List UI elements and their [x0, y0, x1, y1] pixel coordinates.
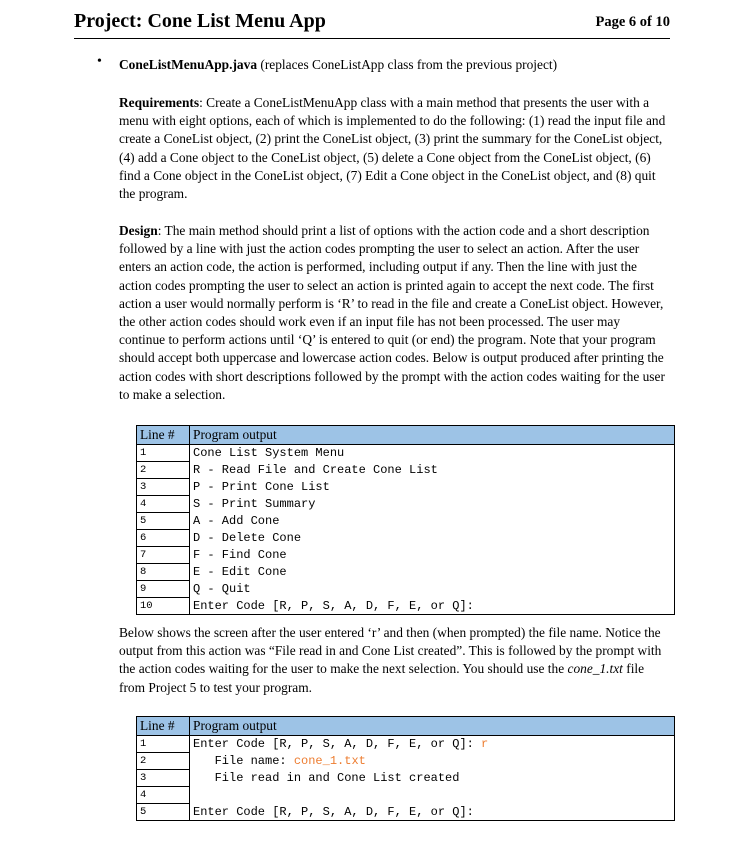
col-output-header: Program output — [190, 426, 675, 445]
page-header — [74, 8, 670, 39]
filename: ConeListMenuApp.java — [119, 57, 258, 72]
output-text: R - Read File and Create Cone List — [193, 463, 438, 477]
user-input: r — [481, 737, 489, 752]
requirements-text: : Create a ConeListMenuApp class with a main method that presents the user with a menu with eight options, each of which is implemented to do the following: (1) read the input file and create a ConeList object, (2) print the ConeList object, (3) print the summary for the ConeList object, (4) add a Cone object to the ConeList object, (5) delete a Cone object from the ConeList object, (6) find a Cone object in the ConeList object, (7) Edit a Cone object in the ConeList object, and (8) quit the program. — [119, 95, 666, 202]
output-line — [190, 770, 675, 787]
output-text: Enter Code [R, P, S, A, D, F, E, or Q]: — [193, 598, 474, 613]
line-number: 1 — [137, 736, 190, 753]
output-text: Q - Quit — [193, 582, 251, 596]
col-line-header: Line # — [137, 717, 190, 736]
bullet-heading — [119, 56, 557, 74]
table-row — [137, 530, 675, 547]
table-row — [137, 804, 675, 821]
page-number: Page 6 of 10 — [595, 14, 670, 30]
output-line — [190, 753, 675, 770]
user-input: cone_1.txt — [293, 754, 366, 768]
output-line — [190, 547, 675, 564]
line-number: 2 — [137, 753, 190, 770]
line-number: 9 — [137, 581, 190, 598]
line-number: 2 — [137, 462, 190, 479]
table-row — [137, 564, 675, 581]
table-row — [137, 753, 675, 770]
output-text: S - Print Summary — [193, 497, 316, 511]
file-read-output-table — [136, 716, 675, 821]
output-text: F - Find Cone — [193, 548, 287, 562]
table-row — [137, 513, 675, 530]
table-row — [137, 787, 675, 804]
line-number: 8 — [137, 564, 190, 581]
output-line — [190, 479, 675, 496]
below-text-2: file from Project 5 to test your program. — [119, 661, 645, 695]
filename-note: (replaces ConeListApp class from the previous project) — [257, 57, 558, 72]
bullet-item — [97, 54, 102, 70]
output-text: P - Print Cone List — [193, 480, 330, 494]
table-row — [137, 445, 675, 462]
line-number: 5 — [137, 804, 190, 821]
line-number: 10 — [137, 598, 190, 615]
output-text: Enter Code [R, P, S, A, D, F, E, or Q]: — [193, 804, 474, 819]
output-line — [190, 530, 675, 547]
output-text: File name: — [193, 754, 294, 768]
output-text: File read in and Cone List created — [193, 771, 460, 785]
design-paragraph — [119, 222, 667, 404]
output-line — [190, 736, 675, 753]
output-line — [190, 513, 675, 530]
table-row — [137, 462, 675, 479]
output-line — [190, 787, 675, 804]
table-row — [137, 736, 675, 753]
line-number: 6 — [137, 530, 190, 547]
output-line — [190, 564, 675, 581]
table-row — [137, 598, 675, 615]
output-text: A - Add Cone — [193, 514, 280, 528]
line-number: 7 — [137, 547, 190, 564]
table-row — [137, 479, 675, 496]
line-number: 5 — [137, 513, 190, 530]
line-number: 3 — [137, 770, 190, 787]
output-text: E - Edit Cone — [193, 565, 287, 579]
design-text: : The main method should print a list of options with the action code and a short description followed by a line with just the action codes prompting the user to select an action. After the user enters an action code, the action is performed, including output if any. Then the line with just the action codes prompting the user to select an action is printed again to accept the next code. The first action a user would normally perform is ‘R’ to read in the file and create a ConeList object. However, the other action codes should work even if an input file has not been processed. The user may continue to perform actions until ‘Q’ is entered to quit (or end) the program. Note that your program should accept both uppercase and lowercase action codes. Below is output produced after printing the action codes with short descriptions followed by the prompt with the action codes waiting for the user to make a selection. — [119, 223, 665, 402]
output-line — [190, 496, 675, 513]
bullet-icon: • — [97, 54, 102, 69]
line-number: 3 — [137, 479, 190, 496]
menu-output-table — [136, 425, 675, 615]
line-number: 1 — [137, 445, 190, 462]
output-line — [190, 462, 675, 479]
design-label: Design — [119, 223, 158, 238]
col-output-header: Program output — [190, 717, 675, 736]
line-number: 4 — [137, 496, 190, 513]
requirements-label: Requirements — [119, 95, 200, 110]
output-text: D - Delete Cone — [193, 531, 302, 545]
output-text: Enter Code [R, P, S, A, D, F, E, or Q]: — [193, 737, 482, 752]
table-row — [137, 581, 675, 598]
page-title: Project: Cone List Menu App — [74, 10, 326, 32]
table-row — [137, 770, 675, 787]
below-paragraph — [119, 624, 671, 697]
line-number: 4 — [137, 787, 190, 804]
col-line-header: Line # — [137, 426, 190, 445]
requirements-paragraph — [119, 94, 669, 203]
output-text: Cone List System Menu — [193, 446, 345, 461]
table-row — [137, 496, 675, 513]
output-line — [190, 581, 675, 598]
below-text-1: Below shows the screen after the user entered ‘r’ and then (when prompted) the file name. Notice the output from this action was “File read in and Cone List created”. This is followed by the prompt with the action codes waiting for the user to make the next selection. You should use the — [119, 625, 662, 677]
output-line — [190, 804, 675, 821]
output-line — [190, 598, 675, 615]
table-row — [137, 547, 675, 564]
output-line — [190, 445, 675, 462]
below-file: cone_1.txt — [567, 661, 623, 677]
